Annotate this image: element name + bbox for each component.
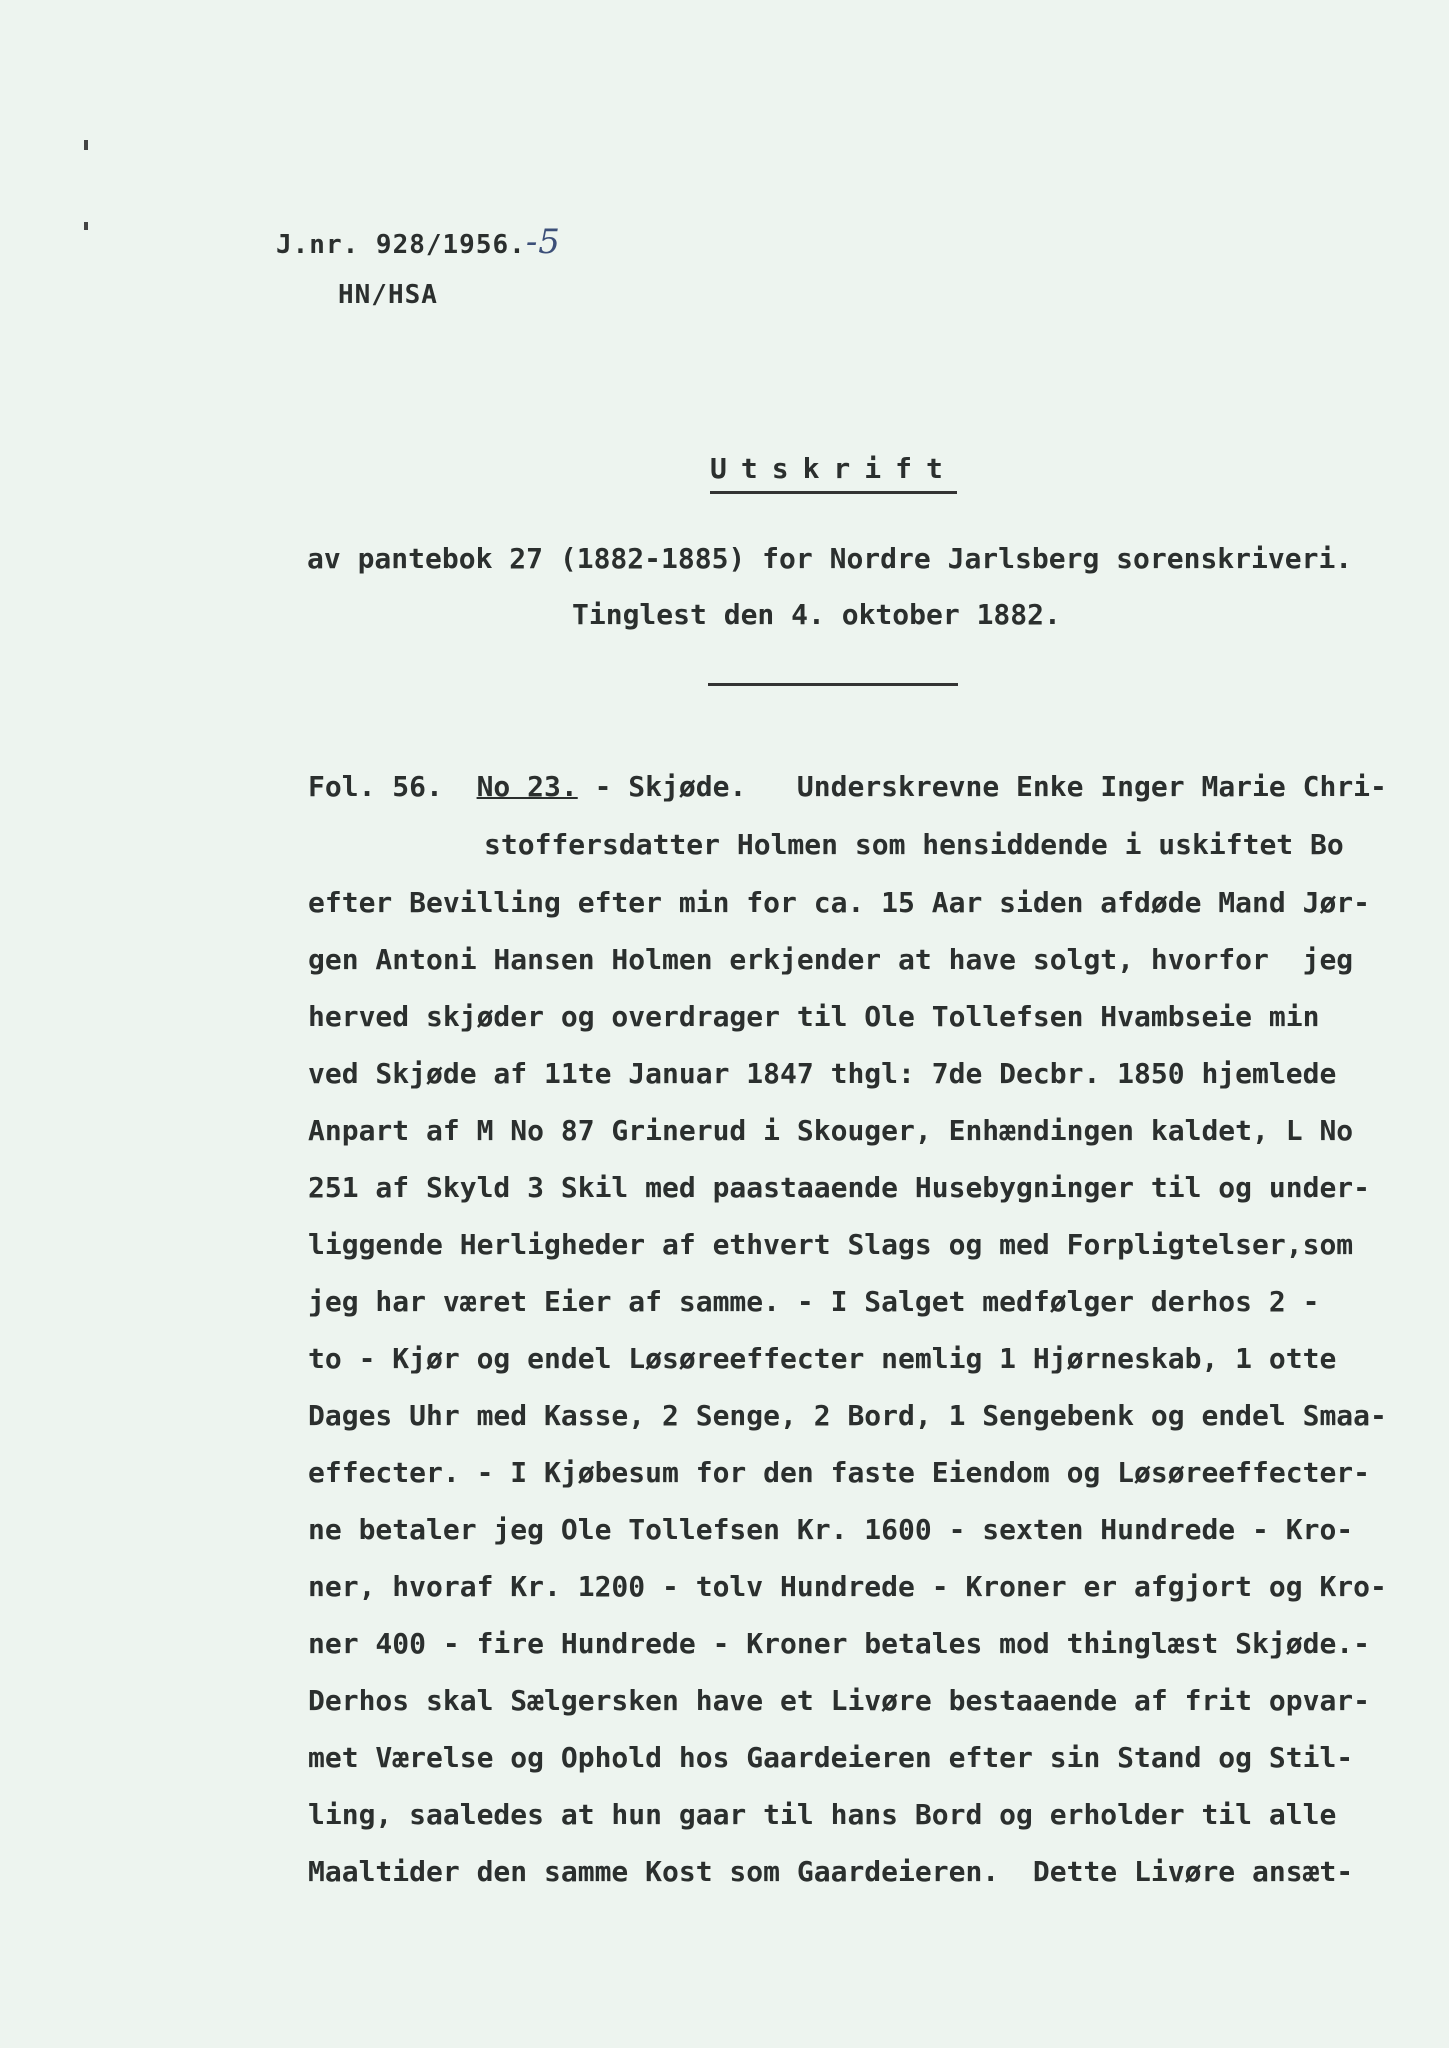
folio-number: Fol. 56. — [308, 770, 443, 803]
text-line: ner 400 - fire Hundrede - Kroner betales mod thinglæst Skjøde.- — [308, 1627, 1371, 1660]
subtitle-line-1: av pantebok 27 (1882-1885) for Nordre Jarlsberg sorenskriveri. — [307, 542, 1353, 575]
text-line: ling, saaledes at hun gaar til hans Bord og erholder til alle — [308, 1798, 1337, 1831]
text-line: ne betaler jeg Ole Tollefsen Kr. 1600 - sexten Hundrede - Kro- — [308, 1513, 1354, 1546]
text-line: ner, hvoraf Kr. 1200 - tolv Hundrede - Kroner er afgjort og Kro- — [308, 1570, 1387, 1603]
subtitle-line-2: Tinglest den 4. oktober 1882. — [572, 598, 1061, 631]
text-line: Anpart af M No 87 Grinerud i Skouger, Enhændingen kaldet, L No — [308, 1114, 1354, 1147]
divider — [708, 683, 958, 686]
text-line: Maaltider den samme Kost som Gaardeieren. Dette Livøre ansæt- — [308, 1855, 1354, 1888]
journal-number: J.nr. 928/1956.-5 — [276, 222, 561, 262]
text-line: gen Antoni Hansen Holmen erkjender at have solgt, hvorfor jeg — [308, 943, 1354, 976]
entry-text-start: Underskrevne Enke Inger Marie Chri- — [796, 770, 1387, 803]
document-title: Utskrift — [710, 452, 957, 494]
text-line: to - Kjør og endel Løsøreeffecter nemlig 1 Hjørneskab, 1 otte — [308, 1342, 1337, 1375]
entry-number: No 23. — [476, 770, 578, 803]
entry-heading — [308, 770, 1387, 803]
text-line: effecter. - I Kjøbesum for den faste Eiendom og Løsøreeffecter- — [308, 1456, 1371, 1489]
text-line: met Værelse og Ophold hos Gaardeieren efter sin Stand og Stil- — [308, 1741, 1354, 1774]
margin-mark — [84, 222, 88, 230]
text-line: 251 af Skyld 3 Skil med paastaaende Husebygninger til og under- — [308, 1171, 1371, 1204]
initials: HN/HSA — [338, 280, 438, 310]
text-line: ved Skjøde af 11te Januar 1847 thgl: 7de Decbr. 1850 hjemlede — [308, 1057, 1337, 1090]
text-line: herved skjøder og overdrager til Ole Tollefsen Hvambseie min — [308, 1000, 1320, 1033]
text-line: efter Bevilling efter min for ca. 15 Aar siden afdøde Mand Jør- — [308, 886, 1371, 919]
handwritten-annotation: -5 — [525, 222, 561, 262]
text-line: stoffersdatter Holmen som hensiddende i uskiftet Bo — [484, 828, 1344, 861]
margin-mark — [84, 140, 88, 150]
text-line: liggende Herligheder af ethvert Slags og med Forpligtelser,som — [308, 1228, 1354, 1261]
entry-type: - Skjøde. — [594, 770, 747, 803]
text-line: jeg har været Eier af samme. - I Salget medfølger derhos 2 - — [308, 1285, 1320, 1318]
text-line: Dages Uhr med Kasse, 2 Senge, 2 Bord, 1 Sengebenk og endel Smaa- — [308, 1399, 1387, 1432]
text-line: Derhos skal Sælgersken have et Livøre bestaaende af frit opvar- — [308, 1684, 1371, 1717]
